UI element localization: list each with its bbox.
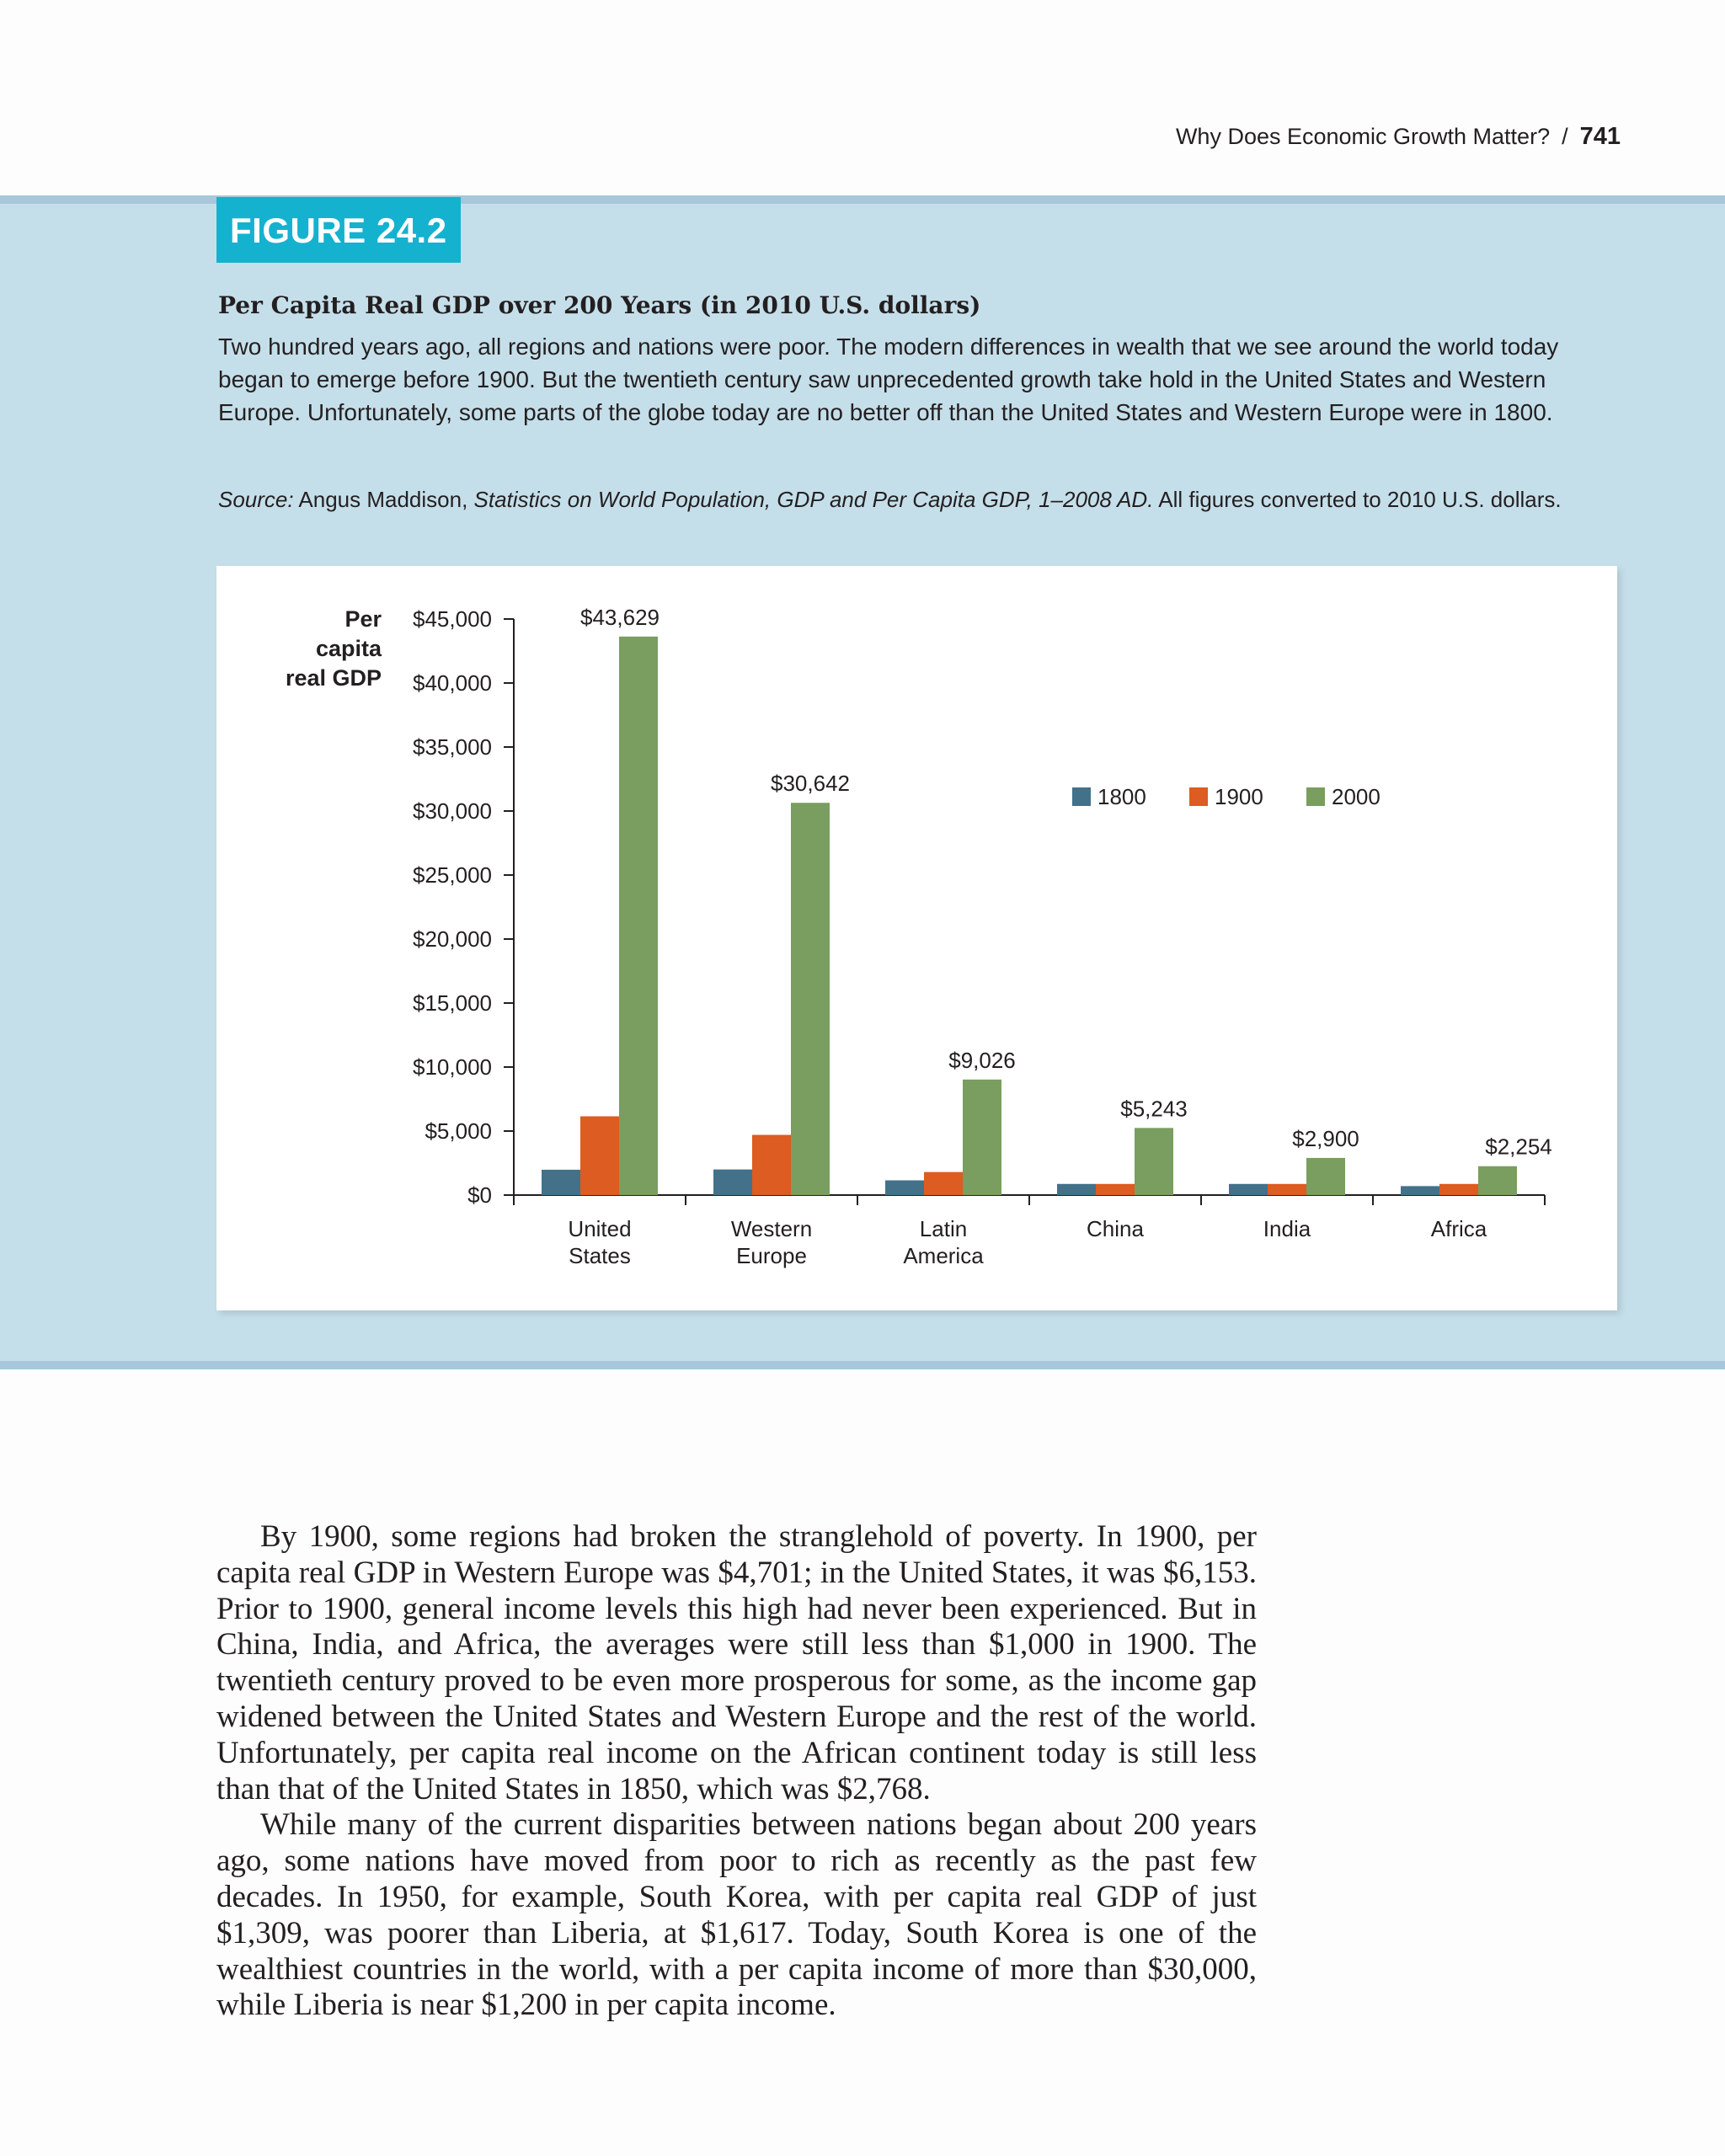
data-label: $2,900 — [1292, 1125, 1359, 1151]
y-tick-label: $40,000 — [413, 670, 492, 696]
source-work: Statistics on World Population, GDP and Per Capita GDP, 1–2008 AD. — [473, 487, 1154, 512]
x-tick-label: India — [1263, 1216, 1311, 1241]
bar-1800 — [885, 1181, 924, 1195]
y-axis-label: Per — [344, 606, 382, 632]
bar-1900 — [924, 1172, 963, 1195]
data-label: $9,026 — [948, 1047, 1016, 1073]
figure-label: FIGURE 24.2 — [216, 197, 461, 263]
source-note: All figures converted to 2010 U.S. dollars. — [1153, 487, 1562, 512]
bar-2000 — [1478, 1166, 1517, 1195]
y-tick-label: $35,000 — [413, 734, 492, 760]
data-label: $5,243 — [1120, 1096, 1188, 1122]
bar-chart — [216, 566, 1617, 1310]
y-axis-label: capita — [315, 636, 382, 661]
figure-caption: Two hundred years ago, all regions and nations were poor. The modern differences in wealth that we see around the world today began to emerge before 1900. But the twentieth century saw unprecedented growth take hold in the United States and Western Europe. Unfortunately, some parts of the globe today are no better off than the United States and Western Europe were in 1800. — [218, 334, 1559, 425]
bar-1900 — [1096, 1184, 1135, 1195]
bar-1900 — [1268, 1184, 1306, 1195]
x-tick-label: United — [568, 1216, 632, 1241]
figure-source — [218, 487, 1650, 513]
body-paragraph: By 1900, some regions had broken the stranglehold of poverty. In 1900, per capita real GDP in Western Europe was $4,701; in the United States, it was $6,153. Prior to 1900, general income levels this high had never been experienced. But in China, India, and Africa, the averages were still less than $1,000 in 1900. The twentieth century proved to be even more prosperous for some, as the income gap widened between the United States and Western Europe and the rest of the world. Unfortunately, per capita real income on the African continent today is still less than that of the United States in 1850, which was $2,768. — [216, 1519, 1257, 1806]
legend-swatch — [1306, 787, 1325, 806]
bar-1800 — [1229, 1184, 1268, 1195]
bar-1800 — [713, 1170, 752, 1195]
running-head — [1176, 123, 1621, 151]
y-tick-label: $30,000 — [413, 798, 492, 824]
bar-1900 — [1439, 1184, 1478, 1195]
bar-1800 — [542, 1170, 580, 1195]
legend-swatch — [1189, 787, 1208, 806]
bar-2000 — [963, 1080, 1001, 1195]
page-number: 741 — [1579, 123, 1621, 150]
y-tick-label: $45,000 — [413, 606, 492, 632]
source-author: Angus Maddison, — [293, 487, 474, 512]
bar-1800 — [1057, 1184, 1096, 1195]
x-tick-label: Africa — [1430, 1216, 1487, 1241]
legend-label: 2000 — [1332, 784, 1381, 809]
data-label: $30,642 — [771, 771, 850, 797]
figure-title: Per Capita Real GDP over 200 Years (in 2010 U.S. dollars) — [218, 291, 981, 319]
legend-label: 1800 — [1097, 784, 1146, 809]
bar-2000 — [1135, 1128, 1173, 1195]
bar-2000 — [1306, 1158, 1345, 1195]
y-tick-label: $10,000 — [413, 1054, 492, 1080]
bar-1900 — [580, 1116, 619, 1195]
bar-2000 — [791, 803, 830, 1195]
x-tick-label: Latin — [919, 1216, 968, 1241]
running-head-separator: / — [1562, 124, 1568, 149]
bar-1800 — [1401, 1186, 1439, 1195]
legend-label: 1900 — [1215, 784, 1263, 809]
y-tick-label: $0 — [467, 1182, 492, 1208]
data-label: $43,629 — [580, 604, 660, 630]
x-tick-label: Europe — [736, 1243, 807, 1268]
y-tick-label: $20,000 — [413, 926, 492, 952]
bar-2000 — [619, 637, 658, 1195]
x-tick-label: China — [1087, 1216, 1144, 1241]
chart-panel — [216, 566, 1617, 1310]
x-tick-label: States — [569, 1243, 631, 1268]
source-label: Source: — [218, 487, 294, 512]
y-axis-label: real GDP — [285, 665, 382, 691]
y-tick-label: $25,000 — [413, 862, 492, 888]
data-label: $2,254 — [1485, 1134, 1552, 1160]
running-head-title: Why Does Economic Growth Matter? — [1175, 124, 1551, 149]
x-tick-label: America — [903, 1243, 984, 1268]
bar-1900 — [752, 1135, 791, 1195]
body-paragraph: While many of the current disparities between nations began about 200 years ago, some nations have moved from poor to rich as recently as the past few decades. In 1950, for example, South Korea, with per capita real GDP of just $1,309, was poorer than Liberia, at $1,617. Today, South Korea is one of the wealthiest countries in the world, with a per capita income of more than $30,000, while Liberia is near $1,200 in per capita income. — [216, 1807, 1257, 2023]
y-tick-label: $15,000 — [413, 990, 492, 1016]
y-tick-label: $5,000 — [425, 1118, 492, 1144]
body-text — [216, 1519, 1257, 2024]
legend-swatch — [1072, 787, 1091, 806]
x-tick-label: Western — [730, 1216, 813, 1241]
